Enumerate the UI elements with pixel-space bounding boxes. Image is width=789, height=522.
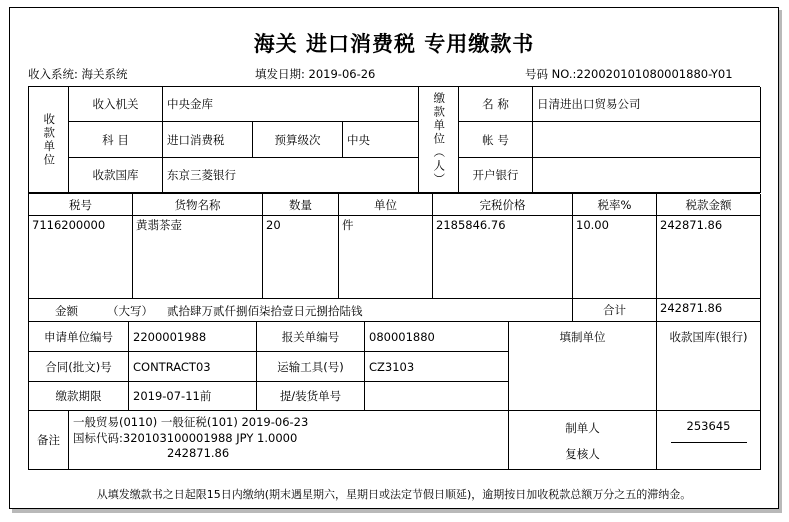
goods-cell-duty-price: 2185846.76: [433, 216, 573, 299]
goods-table: [28, 193, 760, 321]
payee-row-1-value: 中央金库: [163, 87, 419, 122]
declaration-no-label: 报关单编号: [257, 322, 365, 352]
goods-cell-tax-code: 7116200000: [29, 216, 133, 299]
goods-header-tax-amount: 税款金额: [657, 194, 761, 216]
goods-header-quantity: 数量: [263, 194, 339, 216]
declaration-no-value: 080001880: [365, 322, 509, 352]
details-section: [28, 321, 760, 410]
total-label: 合计: [573, 299, 657, 322]
payer-bank-label: 开户银行: [459, 158, 533, 193]
transport-tool-label: 运输工具(号): [257, 352, 365, 382]
payer-name-label: 名 称: [459, 87, 533, 122]
receiving-treasury-label: 收款国库(银行): [669, 330, 748, 344]
issue-date-label: 填发日期:: [255, 67, 305, 81]
goods-header-duty-price: 完税价格: [433, 194, 573, 216]
parties-section: [28, 86, 760, 193]
goods-header-tax-code: 税号: [29, 194, 133, 216]
applicant-code-label: 申请单位编号: [29, 322, 129, 352]
applicant-code-value: 2200001988: [129, 322, 257, 352]
contract-no-label: 合同(批文)号: [29, 352, 129, 382]
contract-no-value: CONTRACT03: [129, 352, 257, 382]
document-number-value: NO.:220020101080001880-Y01: [551, 67, 733, 81]
issue-date-field: [255, 66, 375, 82]
payee-row-2-label: 科 目: [69, 122, 163, 158]
amount-uppercase-value: 贰拾肆万贰仟捌佰柒拾壹日元捌拾陆钱: [167, 304, 363, 318]
signature-value-panel: [657, 411, 761, 470]
payer-account-value: [533, 122, 761, 158]
payee-row-2-value: 进口消费税: [163, 122, 253, 158]
payer-bank-value: [533, 158, 761, 193]
income-system-label: 收入系统:: [28, 67, 78, 81]
payee-unit-side-label: 收款单位: [29, 87, 69, 193]
goods-header-tax-rate: 税率%: [573, 194, 657, 216]
amount-uppercase-label: （大写）: [107, 304, 153, 318]
preparer-value: 253645: [686, 419, 731, 433]
goods-cell-quantity: 20: [263, 216, 339, 299]
remarks-label: 备注: [29, 411, 69, 470]
document-number-label: 号码: [525, 67, 548, 81]
total-value: 242871.86: [657, 299, 761, 322]
remarks-section: [28, 410, 760, 470]
filler-unit-label: 填制单位: [559, 330, 606, 344]
transport-tool-value: CZ3103: [365, 352, 509, 382]
payer-account-label: 帐 号: [459, 122, 533, 158]
payee-row-3-value: 东京三菱银行: [163, 158, 419, 193]
payer-name-value: 日清进出口贸易公司: [533, 87, 761, 122]
amount-label: 金额: [55, 304, 78, 318]
payment-deadline-value: 2019-07-11前: [129, 382, 257, 411]
bill-of-lading-label: 提/装货单号: [257, 382, 365, 411]
page-title: 海关 进口消费税 专用缴款书: [253, 31, 535, 56]
goods-header-unit: 单位: [339, 194, 433, 216]
footnote: 从填发缴款书之日起限15日内缴纳(期末遇星期六，星期日或法定节假日顺延)，逾期按日加收税款总额万分之五的滞纳金。: [96, 488, 692, 501]
receiving-treasury-panel: [657, 322, 761, 411]
issue-date-value: 2019-06-26: [308, 67, 376, 81]
budget-level-value: 中央: [343, 122, 419, 158]
goods-cell-tax-rate: 10.00: [573, 216, 657, 299]
document-body: [10, 8, 778, 508]
income-system-field: [28, 66, 128, 82]
goods-header-goods-name: 货物名称: [133, 194, 263, 216]
payee-row-1-label: 收入机关: [69, 87, 163, 122]
income-system-value: 海关系统: [81, 67, 128, 81]
document-frame: [9, 7, 779, 509]
signature-underline: [671, 442, 747, 443]
remarks-line-1: 一般贸易(0110) 一般征税(101) 2019-06-23: [73, 415, 309, 429]
preparer-label: 制单人: [565, 421, 600, 435]
goods-cell-unit: 件: [339, 216, 433, 299]
reviewer-label: 复核人: [565, 447, 600, 461]
bill-of-lading-value: [365, 382, 509, 411]
filler-unit-panel: [509, 322, 657, 411]
remarks-line-2: 国标代码:320103100001988 JPY 1.0000: [73, 430, 298, 445]
signature-labels-panel: [509, 411, 657, 470]
document-number-field: [525, 66, 733, 82]
payment-deadline-label: 缴款期限: [29, 382, 129, 411]
goods-cell-tax-amount: 242871.86: [657, 216, 761, 299]
amount-in-words-cell: [29, 299, 573, 322]
remarks-line-3: 242871.86: [167, 446, 230, 461]
payee-row-3-label: 收款国库: [69, 158, 163, 193]
goods-cell-goods-name: 黄翡茶壶: [133, 216, 263, 299]
payer-unit-side-label: 缴款单位（人）: [419, 87, 459, 193]
budget-level-label: 预算级次: [253, 122, 343, 158]
remarks-content: [69, 411, 509, 470]
